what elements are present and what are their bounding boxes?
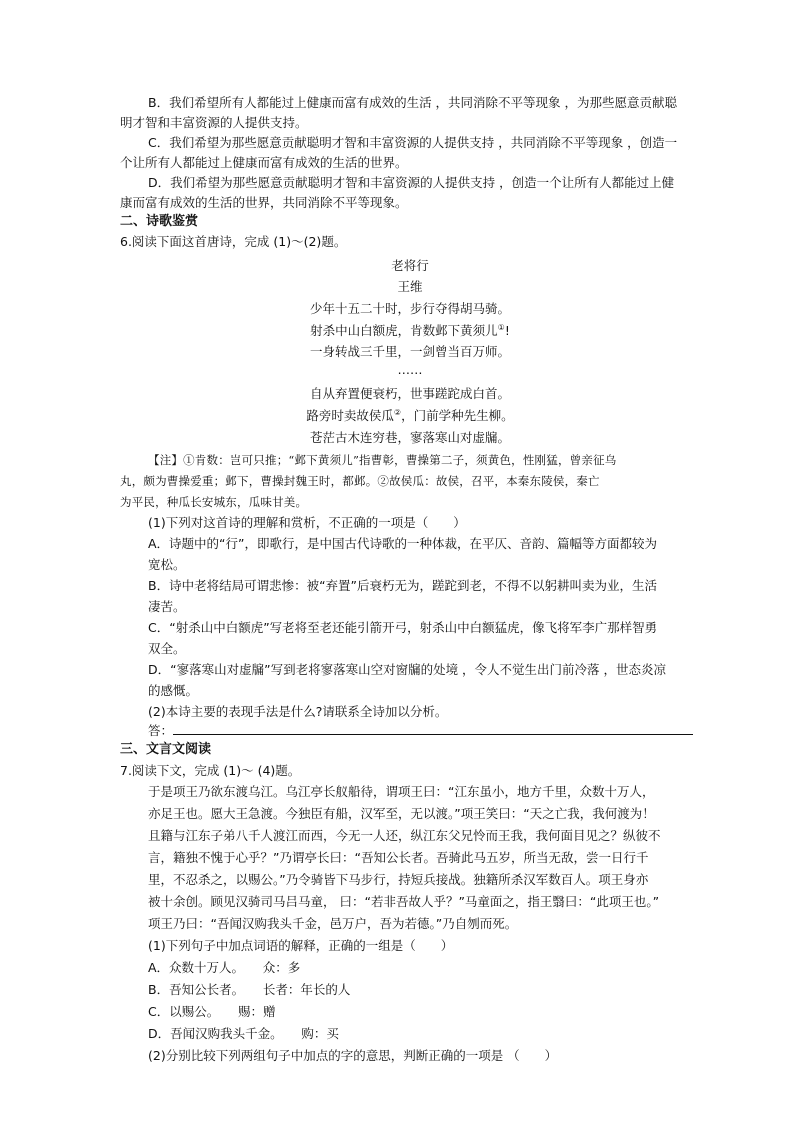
poem-note-line1: 【注】①肯数：岂可只推；“邺下黄须儿”指曹彰，曹操第二子，须黄色，性刚猛，曾亲征乌 [148, 453, 617, 467]
passage-line-4: 言，籍独不愧于心乎？”乃谓亭长曰：“吾知公长者。吾骑此马五岁，所当无敌，尝一日行千 [148, 850, 649, 865]
q6-option-a-line1: A．诗题中的“行”，即歌行，是中国古代诗歌的一种体裁，在平仄、音韵、篇幅等方面都较为 [148, 536, 658, 551]
poem-author: 王维 [397, 279, 423, 294]
q6-option-d-line1: D．“寥落寒山对虚牖”写到老将寥落寒山空对窗牖的处境 ，令人不觉生出门前冷落 ，世态炎凉 [148, 662, 667, 677]
q7-option-a: A．众数十万人。 众：多 [148, 960, 301, 975]
poem-ellipsis: …… [397, 362, 423, 377]
answer-label: 答： [148, 723, 174, 738]
poem-note-line2: 丸，颇为曹操爱重；邺下，曹操封魏王时，都邺。②故侯瓜：故侯，召平，本秦东陵侯，秦亡 [120, 474, 600, 488]
question-6-2-stem: (2)本诗主要的表现手法是什么?请联系全诗加以分析。 [148, 704, 448, 719]
q6-option-c-line1: C．“射杀山中白额虎”写老将至老还能引箭开弓，射杀山中白额猛虎，像飞将军李广那样智勇 [148, 620, 658, 635]
passage-line-3: 且籍与江东子弟八千人渡江而西，今无一人还，纵江东父兄怜而王我，我何面目见之？纵彼不 [148, 828, 661, 843]
question-7-stem: 7.阅读下文，完成 (1)～ (4)题。 [120, 763, 301, 778]
q5-option-d-line2: 康而富有成效的生活的世界，共同消除不平等现象。 [120, 195, 408, 210]
answer-line[interactable] [148, 723, 693, 739]
q6-option-b-line1: B．诗中老将结局可谓悲惨：被“弃置”后衰朽无为，蹉跎到老，不得不以躬耕叫卖为业，生活 [148, 578, 658, 593]
q5-option-b-line2: 明才智和丰富资源的人提供支持。 [120, 115, 308, 130]
q7-option-d: D．吾闻汉购我头千金。 购：买 [148, 1026, 339, 1041]
q5-option-c-line2: 个让所有人都能过上健康而富有成效的生活的世界。 [120, 155, 408, 170]
question-6-1-stem: (1)下列对这首诗的理解和赏析，不正确的一项是（ ） [148, 515, 466, 530]
question-7-2-stem: (2)分别比较下列两组句子中加点的字的意思，判断正确的一项是 （ ） [148, 1048, 558, 1063]
question-6-stem: 6.阅读下面这首唐诗，完成 (1)～(2)题。 [120, 234, 347, 249]
q6-option-a-line2: 宽松。 [148, 557, 186, 572]
poem-line-1: 少年十五二十时，步行夺得胡马骑。 [309, 301, 510, 316]
passage-line-1: 于是项王乃欲东渡乌江。乌江亭长舣船待，谓项王曰：“江东虽小，地方千里，众数十万人， [148, 784, 655, 799]
passage-line-6: 被十余创。顾见汉骑司马吕马童， 曰：“若非吾故人乎？”马童面之，指王翳曰：“此项王也。” [148, 894, 660, 909]
section-heading-classical: 三、文言文阅读 [120, 742, 212, 757]
section-heading-poetry: 二、诗歌鉴赏 [120, 214, 199, 229]
footnote-mark-2: ② [393, 407, 402, 417]
q6-option-b-line2: 凄苦。 [148, 599, 186, 614]
q5-option-d-line1: D．我们希望为那些愿意贡献聪明才智和丰富资源的人提供支持 ，创造一个让所有人都能过上健 [148, 175, 675, 190]
q6-option-d-line2: 的感慨。 [148, 683, 199, 698]
q5-option-b-line1: B．我们希望所有人都能过上健康而富有成效的生活 ，共同消除不平等现象 ，为那些愿意贡献聪 [148, 95, 678, 110]
poem-line-5: 路旁时卖故侯瓜②，门前学种先生柳。 [306, 407, 514, 423]
q7-option-b: B．吾知公长者。 长者：年长的人 [148, 982, 351, 997]
passage-line-5: 里，不忍杀之，以赐公。”乃令骑皆下马步行，持短兵接战。独籍所杀汉军数百人。项王身亦 [148, 872, 649, 887]
poem-line-6: 苍茫古木连穷巷，寥落寒山对虚牖。 [309, 430, 510, 445]
poem-line-4: 自从弃置便衰朽，世事蹉跎成白首。 [309, 386, 510, 401]
passage-line-2: 亦足王也。愿大王急渡。今独臣有船，汉军至，无以渡。”项王笑曰：“天之亡我，我何渡为！ [148, 806, 655, 821]
poem-title: 老将行 [391, 258, 429, 273]
poem-note-line3: 为平民，种瓜长安城东，瓜味甘美。 [120, 495, 308, 509]
poem-line-3: 一身转战三千里，一剑曾当百万师。 [309, 344, 510, 359]
q5-option-c-line1: C．我们希望为那些愿意贡献聪明才智和丰富资源的人提供支持 ，共同消除不平等现象 ，创造一 [148, 135, 678, 150]
q6-option-c-line2: 双全。 [148, 641, 186, 656]
poem-line-2: 射杀中山白额虎，肯数邺下黄须儿①! [310, 322, 510, 338]
passage-line-7: 项王乃曰：“吾闻汉购我头千金，邑万户，吾为若德。”乃自刎而死。 [148, 916, 518, 931]
answer-blank[interactable] [173, 724, 693, 735]
q7-option-c: C．以赐公。 赐：赠 [148, 1004, 276, 1019]
footnote-mark-1: ① [497, 322, 505, 332]
question-7-1-stem: (1)下列句子中加点词语的解释，正确的一组是（ ） [148, 938, 454, 953]
